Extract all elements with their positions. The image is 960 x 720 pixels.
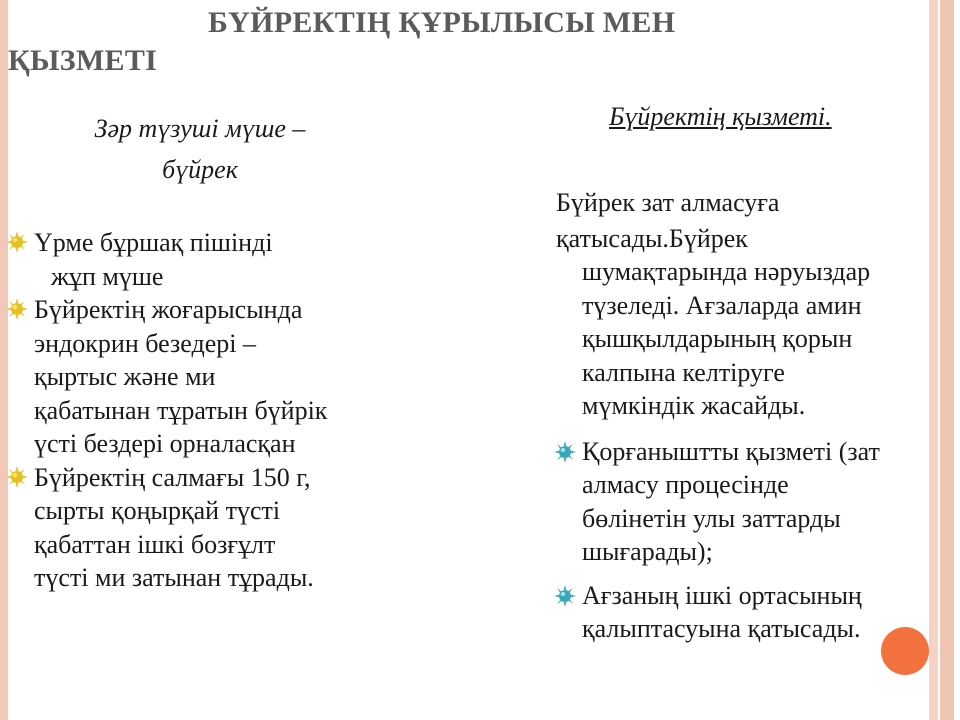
left-item-3-line: түсті ми затынан тұрады.	[34, 563, 314, 592]
left-list-item	[0, 293, 420, 461]
left-item-3-line: Бүйректің салмағы 150 г,	[34, 462, 311, 492]
left-column-heading	[30, 108, 370, 190]
left-item-2-line: эндокрин безедері –	[34, 328, 256, 358]
left-heading-line-2: бүйрек	[162, 155, 238, 184]
right-item-1-line: бөлінетін улы заттарды	[582, 503, 841, 533]
right-intro-paragraph	[556, 186, 946, 423]
yellow-starburst-bullet-icon	[6, 231, 28, 253]
yellow-starburst-bullet-icon	[6, 298, 28, 320]
slide-title-line-2: ҚЫЗМЕТІ	[8, 44, 158, 77]
slide-title-line-1: БҮЙРЕКТІҢ ҚҰРЫЛЫСЫ МЕН	[208, 6, 676, 39]
right-intro-line: шумақтарында нәруыздар	[582, 257, 871, 286]
right-item-1-line: Қорғаныштты қызметі (зат	[582, 436, 880, 466]
right-list-item	[556, 435, 946, 569]
right-intro-line: қышқылдарының қорын	[582, 324, 853, 353]
right-item-2-line: қалыптасуына қатысады.	[582, 614, 861, 643]
left-item-1-line-1: Үрме бұршақ пішінді	[34, 228, 273, 257]
right-column-content	[556, 186, 946, 646]
yellow-starburst-bullet-icon	[6, 466, 28, 488]
right-intro-line: қатысады.Бүйрек	[556, 223, 748, 253]
left-item-2-line: Бүйректің жоғарысында	[34, 295, 303, 324]
right-intro-line: Бүйрек зат алмасуға	[556, 188, 780, 217]
teal-starburst-bullet-icon	[554, 441, 576, 463]
left-column-list	[0, 226, 420, 595]
right-item-1-line: алмасу процесінде	[582, 470, 789, 499]
teal-starburst-bullet-icon	[554, 585, 576, 607]
right-item-1-line: шығарады);	[582, 537, 713, 566]
left-item-2-line: үсті бездері орналасқан	[34, 429, 296, 458]
slide-title	[8, 4, 768, 80]
left-item-1-continuation: жұп мүше	[51, 261, 164, 291]
left-item-2-line: қыртыс және ми	[34, 362, 216, 391]
right-intro-line: калпына келтіруге	[582, 357, 785, 387]
left-list-item	[0, 461, 420, 595]
right-column-heading: Бүйректің қызметі.	[609, 102, 832, 131]
left-item-2-line: қабатынан тұратын бүйрік	[34, 395, 328, 425]
right-item-2-line: Ағзаның ішкі ортасының	[582, 580, 862, 610]
right-intro-line: түзеледі. Ағзаларда амин	[582, 290, 862, 320]
left-item-3-line: қабаттан ішкі бозғұлт	[34, 529, 276, 559]
left-heading-line-1: Зәр түзуші мүше –	[94, 114, 306, 143]
orange-circle-decoration	[881, 627, 929, 675]
right-intro-line: мүмкіндік жасайды.	[582, 391, 806, 420]
left-item-3-line: сырты қоңырқай түсті	[34, 496, 281, 525]
left-list-item	[0, 226, 420, 260]
